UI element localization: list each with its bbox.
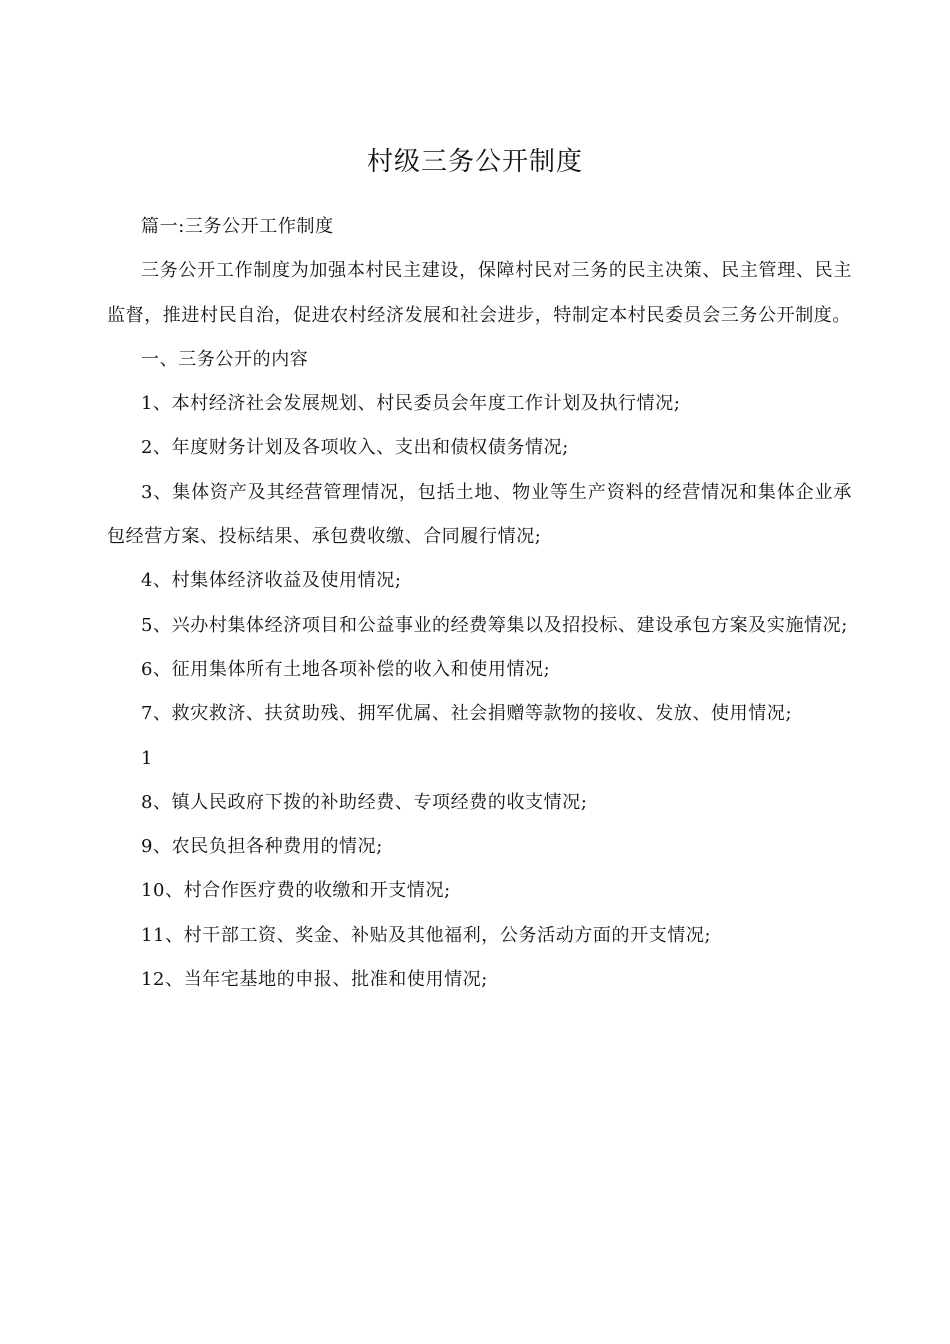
document-title: 村级三务公开制度 bbox=[366, 147, 583, 177]
list-item-10: 10、村合作医疗费的收缴和开支情况; bbox=[141, 880, 451, 902]
list-item-3: 3、集体资产及其经营管理情况，包括土地、物业等生产资料的经营情况和集体企业承包经营方案、投标结果、承包费收缴、合同履行情况; bbox=[107, 481, 852, 548]
paragraph-section-heading: 篇一:三务公开工作制度 bbox=[141, 216, 334, 237]
list-item-1: 1、本村经济社会发展规划、村民委员会年度工作计划及执行情况; bbox=[141, 393, 681, 415]
list-item-2: 2、年度财务计划及各项收入、支出和债权债务情况; bbox=[141, 437, 569, 459]
list-item-7: 7、救灾救济、扶贫助残、拥军优属、社会捐赠等款物的接收、发放、使用情况; bbox=[141, 703, 793, 725]
list-item-5: 5、兴办村集体经济项目和公益事业的经费筹集以及招投标、建设承包方案及实施情况; bbox=[141, 614, 848, 636]
list-item-11: 11、村干部工资、奖金、补贴及其他福利，公务活动方面的开支情况; bbox=[141, 924, 712, 946]
list-item-4: 4、村集体经济收益及使用情况; bbox=[141, 570, 402, 592]
page-number: 1 bbox=[141, 747, 154, 769]
list-item-9: 9、农民负担各种费用的情况; bbox=[141, 836, 383, 858]
list-item-12: 12、当年宅基地的申报、批准和使用情况; bbox=[141, 969, 488, 991]
list-item-6: 6、征用集体所有土地各项补偿的收入和使用情况; bbox=[141, 658, 551, 680]
paragraph-intro: 三务公开工作制度为加强本村民主建设，保障村民对三务的民主决策、民主管理、民主监督，推进村民自治，促进农村经济发展和社会进步，特制定本村民委员会三务公开制度。 bbox=[107, 260, 852, 326]
paragraph-content-heading: 一、三务公开的内容 bbox=[141, 348, 309, 370]
list-item-8: 8、镇人民政府下拨的补助经费、专项经费的收支情况; bbox=[141, 791, 588, 813]
document-body bbox=[107, 205, 852, 1002]
